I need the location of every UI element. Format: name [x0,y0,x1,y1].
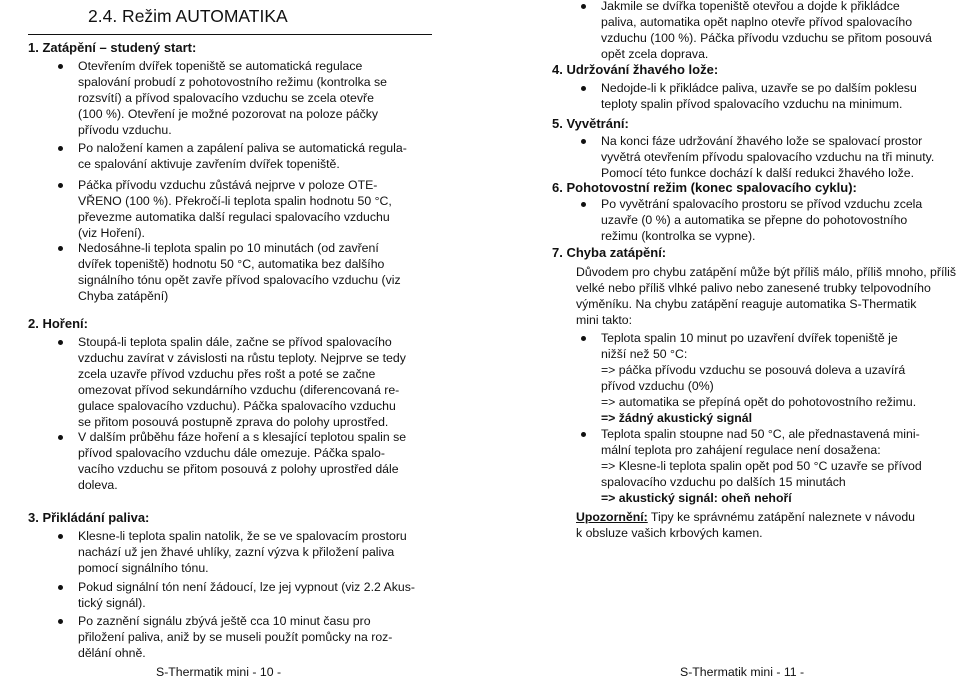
list-item: Klesne-li teplota spalin natolik, že se ve spalovacím prostoru nachází už jen žhavé uhlíky, zazní výzva k přiložení paliva pomocí signálního tónu. [78,529,453,577]
bullet-icon [58,340,63,345]
heading-pohotovostni: 6. Pohotovostní režim (konec spalovacího cyklu): [552,180,857,195]
right-page [480,0,960,681]
bullet-icon [581,86,586,91]
bullet-icon [58,146,63,151]
heading-chyba: 7. Chyba zatápění: [552,245,667,260]
heading-vyvetrani: 5. Vyvětrání: [552,116,629,131]
list-item: Po naložení kamen a zapálení paliva se automatická regula- ce spalování aktivuje zavřením dvířek topeniště. [78,141,448,173]
bullet-icon [58,585,63,590]
bullet-icon [581,202,586,207]
bullet-icon [581,432,586,437]
list-item: Teplota spalin stoupne nad 50 °C, ale přednastavená mini- mální teplota pro zahájení regulace není dosažena: => Klesne-li teplota spalin opět pod 50 °C uzavře se přívod spalovacího vzduchu po dalších 15 minutách => akustický signál: oheň nehoří [601,427,941,507]
bullet-icon [58,183,63,188]
list-item: Pokud signální tón není žádoucí, lze jej vypnout (viz 2.2 Akus- tický signál). [78,580,453,612]
heading-horeni: 2. Hoření: [28,316,88,331]
bullet-icon [581,336,586,341]
bullet-icon [58,246,63,251]
section-title: 2.4. Režim AUTOMATIKA [88,6,288,26]
heading-prikladani: 3. Přikládání paliva: [28,510,150,525]
bullet-icon [58,534,63,539]
bullet-icon [58,619,63,624]
list-item: Teplota spalin 10 minut po uzavření dvířek topeniště je nižší než 50 °C: => páčka přívodu vzduchu se posouvá doleva a uzavírá přívod vzduchu (0%) => automatika se přepíná opět do pohotovostního režimu. => žádný akustický signál [601,331,941,426]
page-footer: S-Thermatik mini - 10 - [156,665,282,679]
list-item: Otevřením dvířek topeniště se automatická regulace spalování probudí z pohotovostního režimu (kontrolka se rozsvítí) a přívod spalovacího vzduchu se zcela otevře (100 %). Otevření je možné pozorovat na poloze páčky přívodu vzduchu. [78,59,448,139]
list-item: Páčka přívodu vzduchu zůstává nejprve v poloze OTE- VŘENO (100 %). Překročí-li teplota spalin hodnotu 50 °C, převezme automatika další regulaci spalovacího vzduchu (viz Hoření). [78,178,448,242]
list-item: Po vyvětrání spalovacího prostoru se přívod vzduchu zcela uzavře (0 %) a automatika se přepne do pohotovostního režimu (kontrolka se vypne). [601,197,941,245]
list-item: Stoupá-li teplota spalin dále, začne se přívod spalovacího vzduchu zavírat v závislosti na růstu teploty. Nejprve se tedy zcela uzavře přívod vzduchu přes rošt a poté se začne omezovat přívod sekundárního vzduchu (diferencovaná re- gulace spalovacího vzduchu). Páčka spalovacího vzduchu se přitom posouvá postupně zprava do polohy uprostřed. [78,335,453,430]
list-item: V dalším průběhu fáze hoření a s klesající teplotou spalin se přívod spalovacího vzduchu dále omezuje. Páčka spalo- vacího vzduchu se přitom posouvá z polohy uprostřed dále doleva. [78,430,453,494]
page-footer: S-Thermatik mini - 11 - [680,665,805,679]
bullet-icon [58,64,63,69]
chyba-paragraph: Důvodem pro chybu zatápění může být příliš málo, příliš mnoho, příliš velké nebo příliš vlhké palivo nebo zanesené trubky telpovodního výměníku. Na chybu zatápění reaguje automatika S-Thermatik mini takto: [576,265,957,327]
heading-udrzovani: 4. Udržování žhavého lože: [552,62,719,77]
list-item: Jakmile se dvířka topeniště otevřou a dojde k přikládce paliva, automatika opět naplno otevře přívod spalovacího vzduchu (100 %). Páčka přívodu vzduchu se přitom posouvá opět zcela doprava. [601,0,941,63]
list-item: Na konci fáze udržování žhavého lože se spalovací prostor vyvětrá otevřením přívodu spalovacího vzduchu na tři minuty. Pomocí této funkce dochází k další redukci žhavého lože. [601,134,941,182]
note-label: Upozornění: [576,510,648,524]
note-paragraph: Upozornění: Tipy ke správnému zatápění naleznete v návodu k obsluze vašich krbových kamen. [576,510,916,540]
bullet-icon [581,4,586,9]
heading-zatapeni: 1. Zatápění – studený start: [28,40,197,55]
list-item: Po zaznění signálu zbývá ještě cca 10 minut času pro přiložení paliva, aniž by se museli použít pomůcky na roz- dělání ohně. [78,614,453,662]
list-item: Nedojde-li k přikládce paliva, uzavře se po dalším poklesu teploty spalin přívod spalovacího vzduchu na minimum. [601,81,941,113]
list-item: Nedosáhne-li teplota spalin po 10 minutách (od zavření dvířek topeniště) hodnotu 50 °C, automatika bez dalšího signálního tónu opět zavře přívod spalovacího vzduchu (viz Chyba zatápění) [78,241,448,305]
title-divider [28,34,432,35]
bullet-icon [581,139,586,144]
bullet-icon [58,435,63,440]
